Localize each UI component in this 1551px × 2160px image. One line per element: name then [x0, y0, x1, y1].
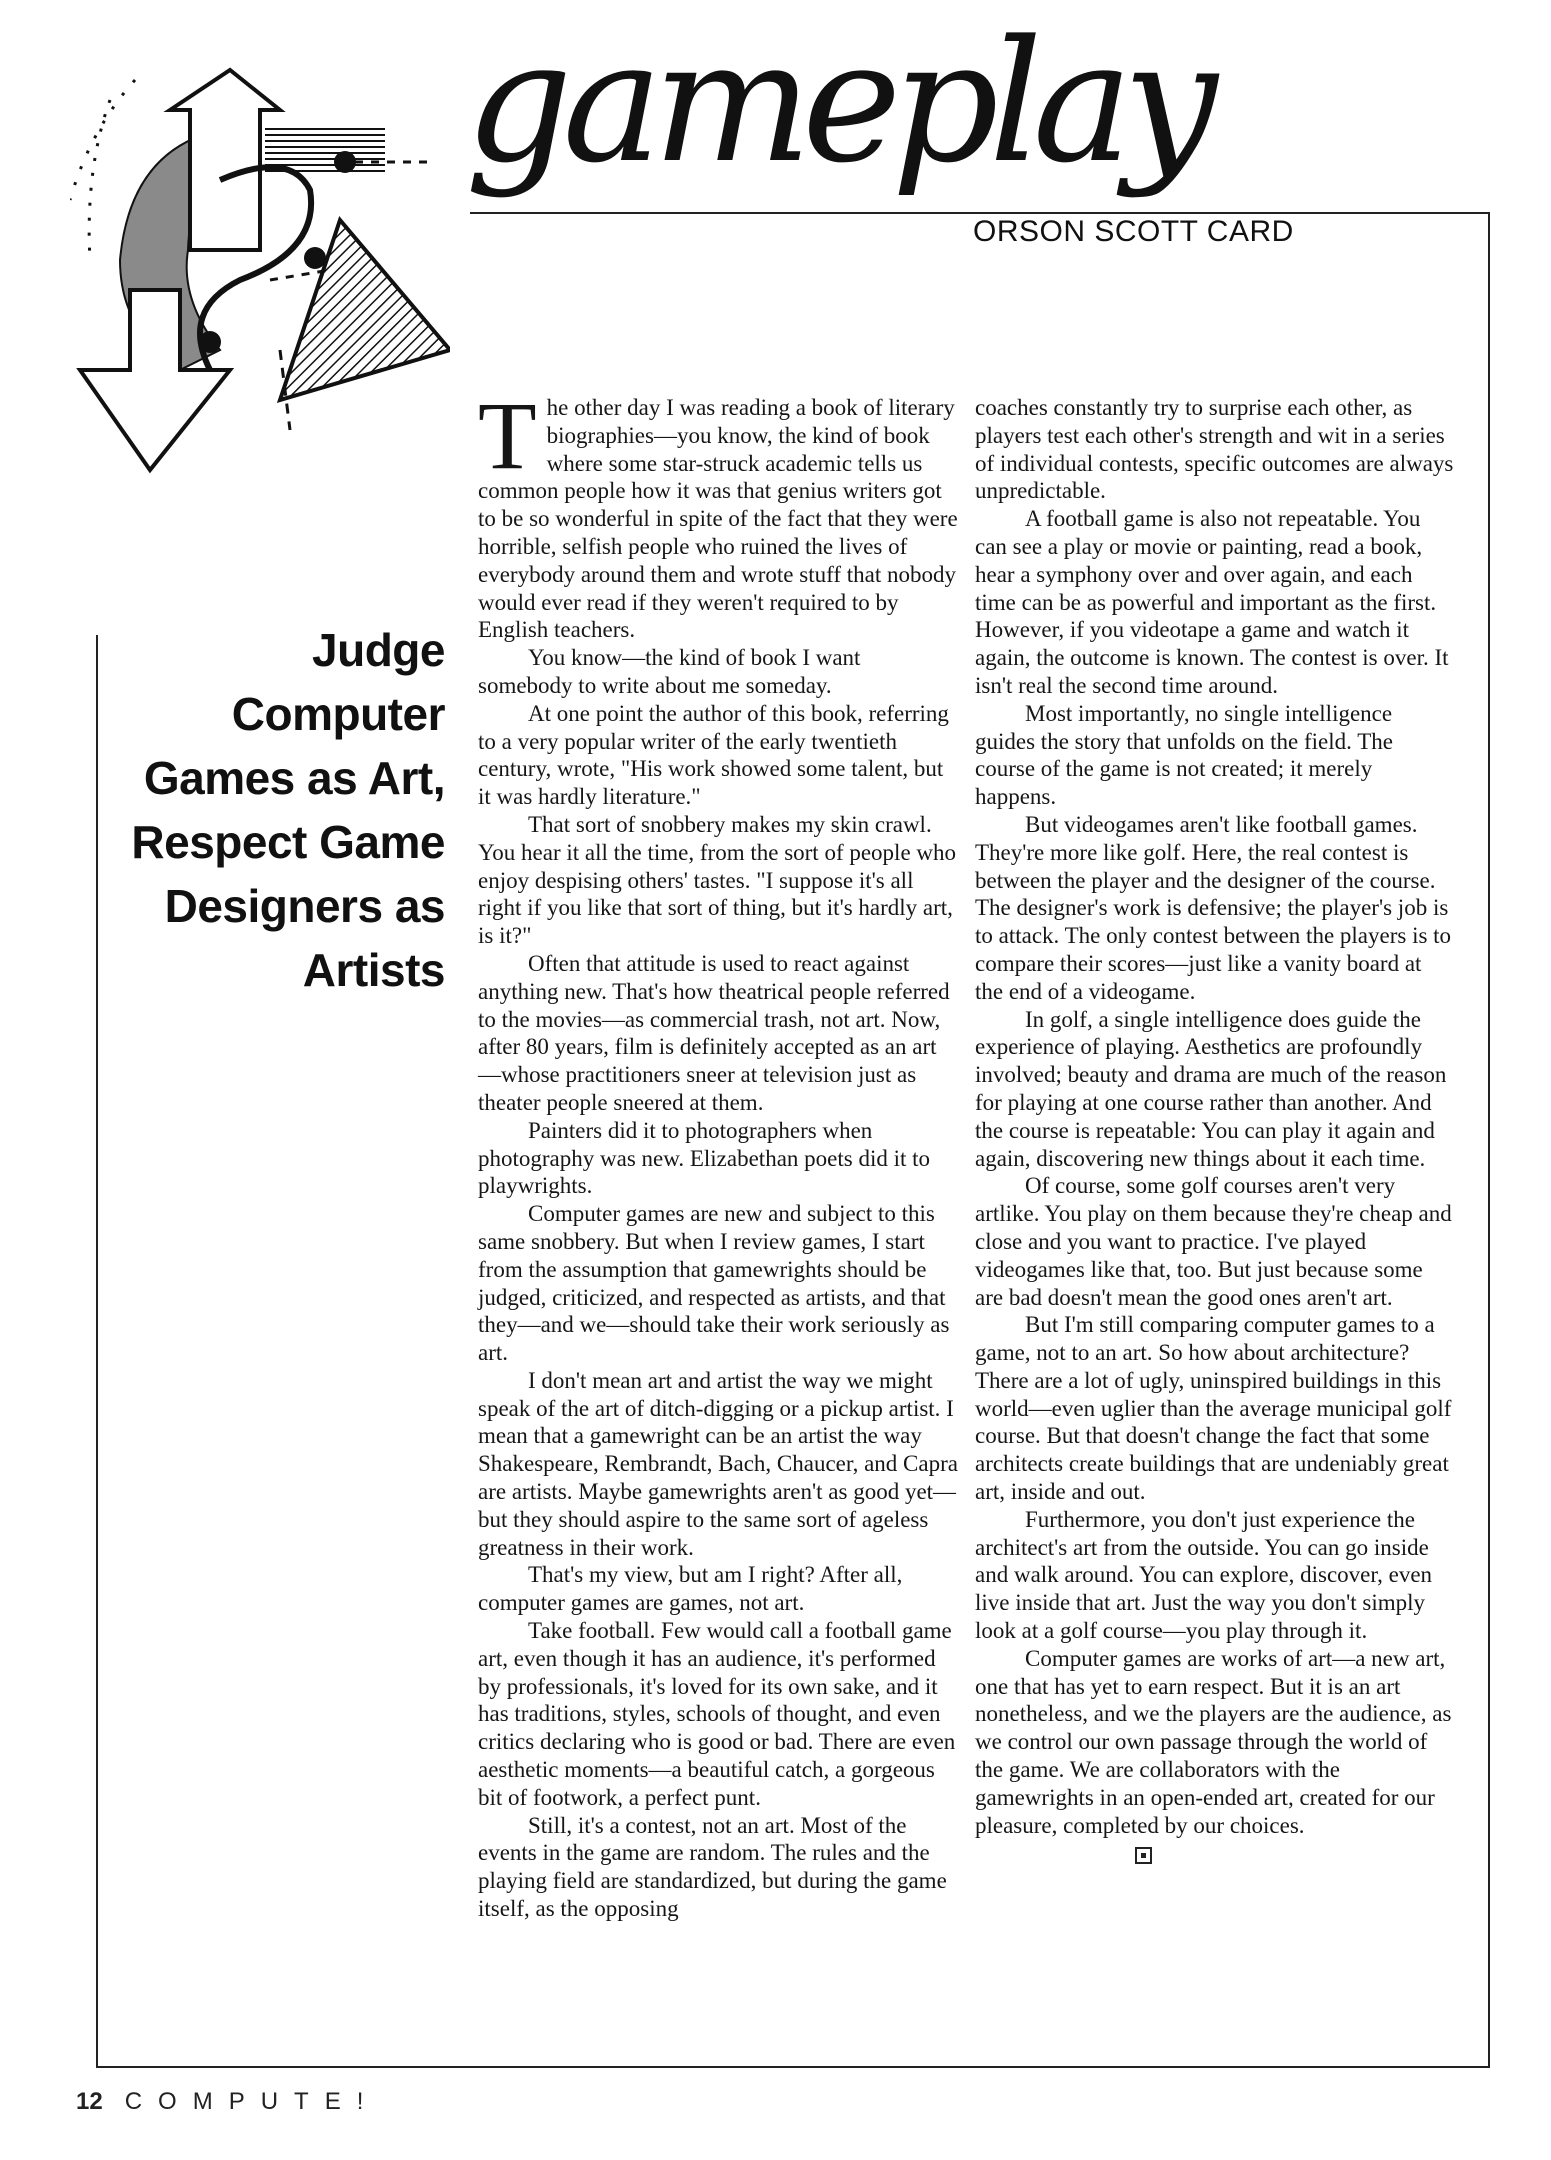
paragraph: A football game is also not repeatable. You can see a play or movie or painting, read a book, hear a symphony over and over again, and each time can be as powerful and important as the first. However, if you videotape a game and watch it again, the outcome is known. The contest is over. It isn't real the second time around.	[975, 506, 1449, 698]
paragraph: The other day I was reading a book of literary biographies—you know, the kind of book where some star-struck academic tells us common people how it was that genius writers got to be so wonderful in spite of the fact that they were horrible, selfish people who ruined the lives of everybody around them and wrote stuff that nobody would ever read if they weren't required to by English teachers.	[478, 382, 958, 643]
drop-cap: T	[478, 382, 537, 489]
paragraph: Most importantly, no single intelligence guides the story that unfolds on the field. The course of the game is not created; it merely happens.	[975, 700, 1393, 810]
end-of-article-icon	[1135, 1847, 1152, 1864]
magazine-name: COMPUTE!	[124, 2088, 380, 2115]
paragraph: Of course, some golf courses aren't very artlike. You play on them because they're cheap and close and you want to practice. I've played videogames like that, too. But just because some are bad doesn't mean the good ones aren't art.	[975, 1173, 1452, 1310]
page-footer	[76, 2088, 379, 2116]
left-rule	[96, 640, 98, 2068]
paragraph: Painters did it to photographers when photography was new. Elizabethan poets did it to playwrights.	[478, 1117, 931, 1199]
paragraph: But I'm still comparing computer games to a game, not to an art. So how about architecture? There are a lot of ugly, uninspired buildings in this world—even uglier than the average municipal golf course. But that doesn't change the fact that some architects create buildings that are undeniably great art, inside and out.	[975, 1312, 1452, 1505]
page-number: 12	[76, 2088, 103, 2115]
paragraph: In golf, a single intelligence does guide the experience of playing. Aesthetics are profoundly involved; beauty and drama are much of the reason for playing at one course rather than another. And the course is repeatable: You can play it again and again, discovering new things about it each time.	[975, 1006, 1447, 1171]
paragraph: But videogames aren't like football games. They're more like golf. Here, the real contest is between the player and the designer of the course. The designer's work is defensive; the player's job is to attack. The only contest between the players is to compare their scores—just like a vanity board at the end of a videogame.	[975, 811, 1452, 1004]
paragraph: Furthermore, you don't just experience the architect's art from the outside. You can go inside and walk around. You can explore, discover, even live inside that art. Just the way you don't simply look at a golf course—you play through it.	[975, 1506, 1433, 1644]
paragraph: Still, it's a contest, not an art. Most of the events in the game are random. The rules and the playing field are standardized, but during the game itself, as the opposing	[478, 1812, 947, 1922]
down-arrow-icon	[80, 290, 230, 470]
article-column-2	[975, 394, 1455, 1867]
subhead-line: Respect Game	[131, 816, 445, 868]
article-subhead	[110, 618, 445, 1002]
subhead-line: Designers as	[164, 880, 445, 932]
paragraph: Computer games are works of art—a new art, one that has yet to earn respect. But it is an art nonetheless, and we the players are the audience, as we control our own passage through the world of the game. We are collaborators with the gamewrights in an open-ended art, created for our pleasure, completed by our choices.	[975, 1645, 1455, 1867]
subhead-line: Computer	[231, 688, 445, 740]
triangle-icon	[280, 220, 450, 400]
paragraph: I don't mean art and artist the way we might speak of the art of ditch-digging or a pickup artist. I mean that a gamewright can be an artist the way Shakespeare, Rembrandt, Bach, Chaucer, and Capra are artists. Maybe gamewrights aren't as good yet—but they should aspire to the same sort of ageless greatness in their work.	[478, 1367, 958, 1560]
paragraph: That sort of snobbery makes my skin crawl. You hear it all the time, from the sort of people who enjoy despising others' tastes. "I suppose it's all right if you like that sort of thing, but it's hardly art, is it?"	[478, 811, 957, 949]
paragraph: That's my view, but am I right? After all, computer games are games, not art.	[478, 1562, 903, 1616]
paragraph: You know—the kind of book I want somebody to write about me someday.	[478, 645, 861, 698]
paragraph: Take football. Few would call a football game art, even though it has an audience, it's performed by professionals, it's loved for its own sake, and it has traditions, styles, schools of thought, and even critics declaring who is good or bad. There are even aesthetic moments—a beautiful catch, a gorgeous bit of footwork, a perfect punt.	[478, 1618, 956, 1810]
subhead-line: Games as Art,	[143, 752, 445, 804]
paragraph: Often that attitude is used to react against anything new. That's how theatrical people referred to the movies—as commercial trash, not art. Now, after 80 years, film is definitely accepted as an art—whose practitioners sneer at television just as theater people sneered at them.	[478, 950, 950, 1115]
article-column-1	[478, 382, 958, 1923]
column-title: gameplay	[465, 4, 1208, 200]
subhead-line: Judge	[312, 624, 445, 676]
paragraph: Computer games are new and subject to this same snobbery. But when I review games, I start from the assumption that gamewrights should be judged, criticized, and respected as artists, and that they—and we—should take their work seriously as art.	[478, 1201, 950, 1366]
subhead-line: Artists	[302, 944, 445, 996]
paragraph: coaches constantly try to surprise each other, as players test each other's strength and wit in a series of individual contests, specific outcomes are always unpredictable.	[975, 395, 1454, 504]
author-byline: ORSON SCOTT CARD	[973, 215, 1294, 248]
arrows-illustration	[70, 50, 450, 490]
paragraph: At one point the author of this book, referring to a very popular writer of the early twentieth century, wrote, "His work showed some talent, but it was hardly literature."	[478, 700, 949, 810]
